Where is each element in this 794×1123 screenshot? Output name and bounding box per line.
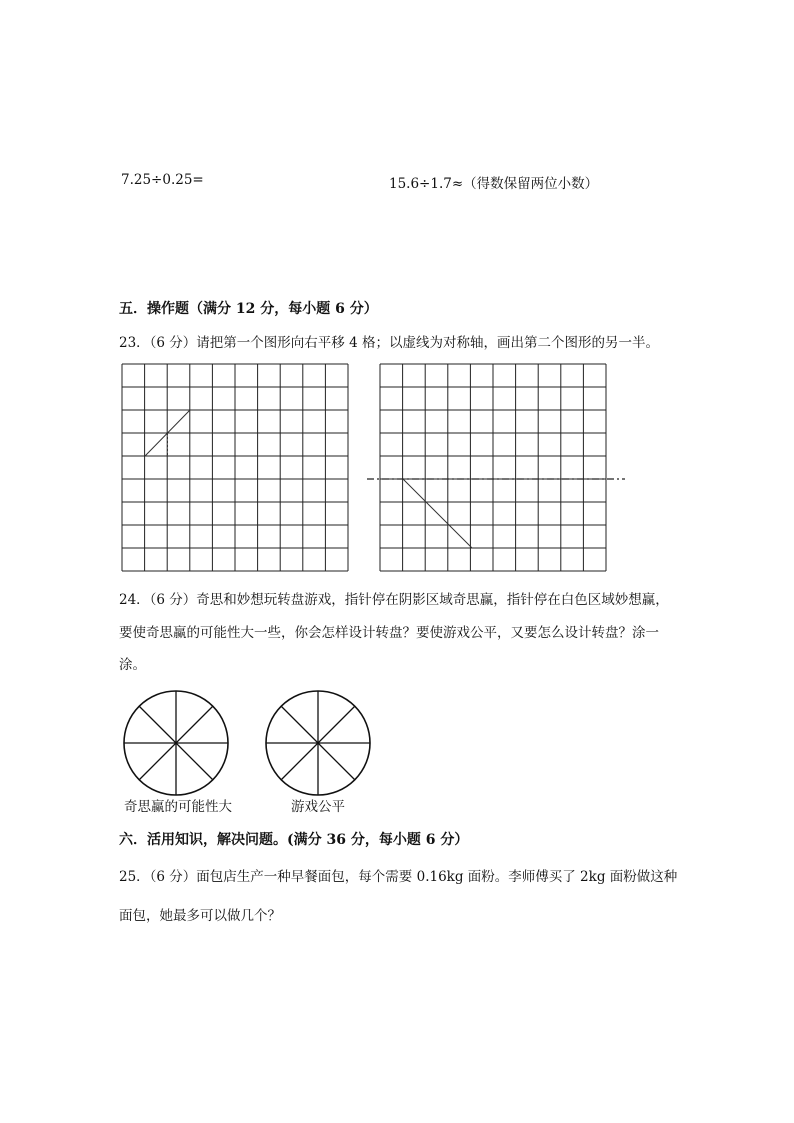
question-24-line-3: 涂。 <box>119 657 146 673</box>
question-24-line-1: 24．（6 分）奇思和妙想玩转盘游戏，指针停在阴影区域奇思赢，指针停在白色区域妙想赢， <box>119 592 669 608</box>
spinner-2-caption: 游戏公平 <box>291 799 345 815</box>
question-25-line-1: 25．（6 分）面包店生产一种早餐面包，每个需要 0.16kg 面粉。李师傅买了 2kg 面粉做这种 <box>119 869 678 885</box>
question-23-text: 23．（6 分）请把第一个图形向右平移 4 格；以虚线为对称轴，画出第二个图形的另一半。 <box>119 335 659 351</box>
question-25-line-2: 面包，她最多可以做几个？ <box>119 908 281 924</box>
question-24-line-2: 要使奇思赢的可能性大一些，你会怎样设计转盘？要使游戏公平，又要怎么设计转盘？涂一 <box>119 625 659 641</box>
spinner-1 <box>124 691 228 795</box>
spinner-2 <box>266 691 370 795</box>
spinner-1-caption: 奇思赢的可能性大 <box>124 799 232 815</box>
section-5-title: 五．操作题（满分 12 分，每小题 6 分） <box>119 301 378 317</box>
calc-right: 15.6÷1.7≈（得数保留两位小数） <box>389 176 599 192</box>
calc-left: 7.25÷0.25= <box>121 172 204 188</box>
section-6-title: 六．活用知识，解决问题。(满分 36 分，每小题 6 分） <box>119 832 469 848</box>
